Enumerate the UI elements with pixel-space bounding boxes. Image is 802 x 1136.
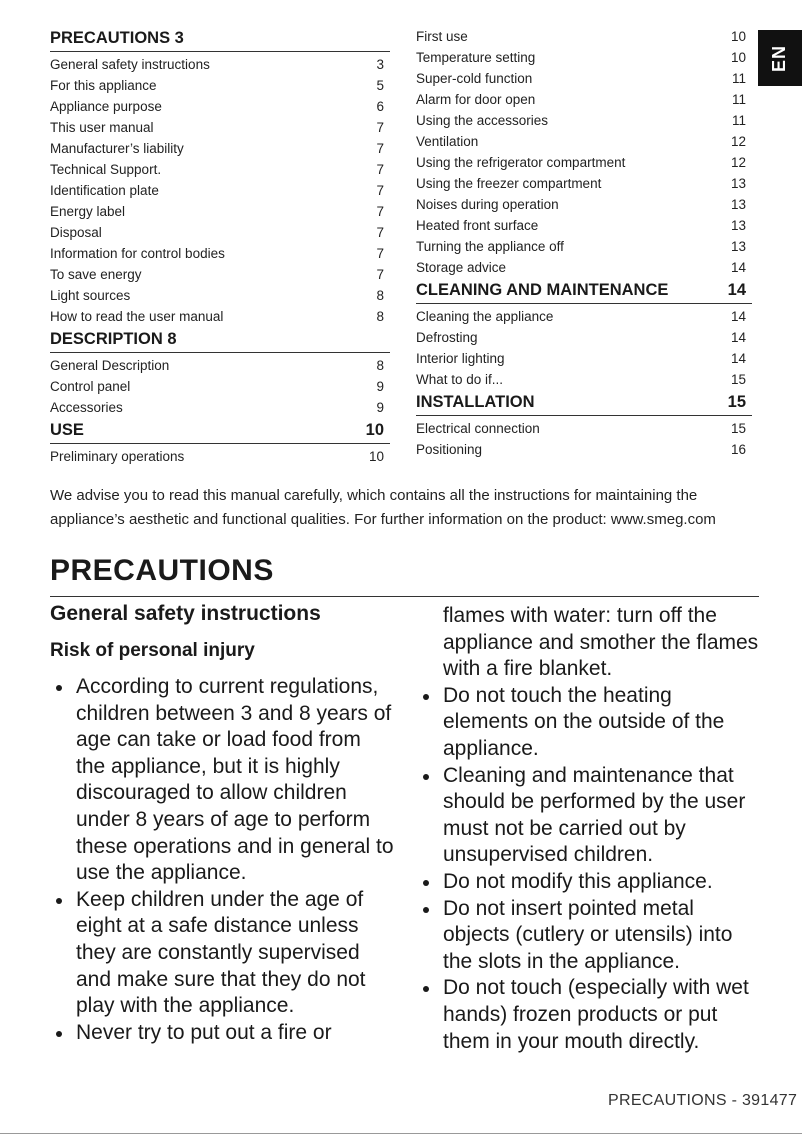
- toc-entry[interactable]: [416, 89, 752, 110]
- toc-entry[interactable]: [416, 306, 752, 327]
- toc-entry-label: Alarm for door open: [416, 92, 536, 107]
- toc-entry[interactable]: [50, 54, 390, 75]
- toc-entry[interactable]: [416, 173, 752, 194]
- toc-entry[interactable]: [416, 215, 752, 236]
- toc-entry[interactable]: [50, 180, 390, 201]
- toc-page-number: 14: [730, 330, 746, 345]
- toc-page-number: 13: [730, 176, 746, 191]
- toc-entry-label: Positioning: [416, 442, 483, 457]
- toc-page-number: 7: [376, 204, 384, 219]
- toc-page-number: 10: [730, 29, 746, 44]
- toc-entry[interactable]: [50, 243, 390, 264]
- toc-entry[interactable]: [50, 376, 390, 397]
- toc-left-column: [50, 26, 390, 467]
- toc-page-number: 7: [376, 225, 384, 240]
- toc-page-number: 7: [376, 267, 384, 282]
- toc-entry-label: Control panel: [50, 379, 131, 394]
- toc-page-number: 12: [730, 155, 746, 170]
- toc-entry-label: This user manual: [50, 120, 154, 135]
- left-bullet-list: [50, 674, 395, 1046]
- toc-entry[interactable]: [50, 201, 390, 222]
- toc-page-number: 13: [730, 197, 746, 212]
- toc-entry[interactable]: [50, 264, 390, 285]
- toc-entry[interactable]: [416, 418, 752, 439]
- continued-text: flames with water: turn off the appliance and smother the flames with a fire blanket.: [443, 604, 759, 681]
- toc-entry-label: Accessories: [50, 400, 123, 415]
- toc-entry-label: Light sources: [50, 288, 131, 303]
- toc-entry[interactable]: [50, 75, 390, 96]
- toc-right-column: [416, 26, 752, 460]
- toc-page-number: 14: [730, 309, 746, 324]
- toc-page-number: 5: [376, 78, 384, 93]
- toc-entry[interactable]: [50, 397, 390, 418]
- toc-page-number: 15: [727, 393, 746, 411]
- page-footer: PRECAUTIONS - 391477: [608, 1092, 798, 1109]
- toc-page-number: 9: [376, 400, 384, 415]
- toc-page-number: 8: [376, 358, 384, 373]
- toc-page-number: 11: [731, 113, 746, 128]
- safety-bullet: Do not modify this appliance.: [417, 869, 762, 896]
- toc-entry[interactable]: [416, 257, 752, 278]
- toc-entry-label: Using the freezer compartment: [416, 176, 602, 191]
- toc-entry[interactable]: [416, 439, 752, 460]
- toc-section-heading[interactable]: [50, 327, 390, 353]
- toc-entry[interactable]: [416, 26, 752, 47]
- toc-page-number: 8: [376, 288, 384, 303]
- subsubheading: Risk of personal injury: [50, 640, 255, 661]
- toc-page-number: 10: [368, 449, 384, 464]
- safety-bullet: According to current regulations, children between 3 and 8 years of age can take or load food from the appliance, but it is highly discouraged to allow children under 8 years of age to perform these operations and in general to use the appliance.: [50, 674, 395, 887]
- toc-entry-label: Manufacturer’s liability: [50, 141, 184, 156]
- toc-entry[interactable]: [416, 348, 752, 369]
- toc-entry-label: Preliminary operations: [50, 449, 185, 464]
- toc-entry-label: USE: [50, 421, 84, 439]
- safety-bullet: Never try to put out a fire or: [50, 1020, 395, 1047]
- toc-entry-label: Temperature setting: [416, 50, 536, 65]
- toc-entry[interactable]: [50, 117, 390, 138]
- safety-bullet: Keep children under the age of eight at a safe distance unless they are constantly supervised and make sure that they do not play with the appliance.: [50, 887, 395, 1020]
- toc-page-number: 10: [730, 50, 746, 65]
- toc-page-number: 10: [365, 421, 384, 439]
- right-column: [417, 603, 762, 1055]
- toc-entry-label: INSTALLATION: [416, 393, 535, 411]
- language-tab-label: EN: [769, 44, 790, 72]
- toc-page-number: 7: [376, 162, 384, 177]
- toc-page-number: 3: [376, 57, 384, 72]
- toc-entry-label: Defrosting: [416, 330, 478, 345]
- subheading: General safety instructions: [50, 602, 321, 625]
- toc-entry[interactable]: [416, 194, 752, 215]
- safety-bullet: Do not touch the heating elements on the outside of the appliance.: [417, 683, 762, 763]
- toc-section-heading[interactable]: [416, 278, 752, 304]
- toc-entry[interactable]: [416, 236, 752, 257]
- toc-page-number: 12: [730, 134, 746, 149]
- right-bullet-list: [417, 683, 762, 1055]
- toc-entry-label: Identification plate: [50, 183, 159, 198]
- advice-paragraph: We advise you to read this manual carefully, which contains all the instructions for maintaining the appliance’s aesthetic and functional qualities. For further information on the product: www.smeg.com: [50, 487, 716, 528]
- toc-entry-label: What to do if...: [416, 372, 504, 387]
- toc-entry-label: General Description: [50, 358, 170, 373]
- toc-page-number: 14: [727, 281, 746, 299]
- toc-entry[interactable]: [50, 446, 390, 467]
- toc-entry-label: To save energy: [50, 267, 142, 282]
- toc-entry[interactable]: [416, 110, 752, 131]
- toc-page-number: 6: [376, 99, 384, 114]
- toc-page-number: 7: [376, 183, 384, 198]
- toc-page-number: 13: [730, 239, 746, 254]
- toc-entry-label: Energy label: [50, 204, 126, 219]
- toc-entry-label: Technical Support.: [50, 162, 162, 177]
- toc-entry-label: How to read the user manual: [50, 309, 224, 324]
- bottom-divider: [0, 1133, 802, 1134]
- toc-entry[interactable]: [50, 355, 390, 376]
- safety-bullet: Do not touch (especially with wet hands) frozen products or put them in your mouth directly.: [417, 975, 762, 1055]
- toc-entry[interactable]: [50, 285, 390, 306]
- toc-section-heading[interactable]: [50, 418, 390, 444]
- toc-entry[interactable]: [416, 369, 752, 390]
- toc-page-number: 16: [730, 442, 746, 457]
- language-tab[interactable]: [758, 30, 802, 86]
- toc-entry-label: Turning the appliance off: [416, 239, 564, 254]
- toc-entry[interactable]: [416, 152, 752, 173]
- toc-entry-label: Cleaning the appliance: [416, 309, 554, 324]
- toc-section-heading[interactable]: [416, 390, 752, 416]
- toc-entry-label: Interior lighting: [416, 351, 505, 366]
- toc-page-number: 15: [730, 372, 746, 387]
- toc-entry[interactable]: [50, 306, 390, 327]
- toc-section-heading[interactable]: [50, 26, 390, 52]
- toc-page-number: 7: [376, 246, 384, 261]
- toc-page-number: 14: [730, 351, 746, 366]
- toc-entry-label: Super-cold function: [416, 71, 533, 86]
- toc-entry-label: Using the refrigerator compartment: [416, 155, 626, 170]
- toc-page-number: 7: [376, 120, 384, 135]
- section-divider: [50, 596, 759, 597]
- toc-entry[interactable]: [50, 96, 390, 117]
- toc-page-number: 8: [376, 309, 384, 324]
- toc-entry-label: Electrical connection: [416, 421, 540, 436]
- toc-entry-label: Disposal: [50, 225, 102, 240]
- toc-page-number: 11: [731, 71, 746, 86]
- toc-entry-label: General safety instructions: [50, 57, 210, 72]
- toc-entry-label: Using the accessories: [416, 113, 549, 128]
- toc-entry-label: PRECAUTIONS 3: [50, 29, 184, 47]
- toc-entry[interactable]: [50, 222, 390, 243]
- toc-page-number: 11: [731, 92, 746, 107]
- toc-entry[interactable]: [50, 159, 390, 180]
- toc-entry[interactable]: [50, 138, 390, 159]
- toc-page-number: 7: [376, 141, 384, 156]
- toc-entry-label: CLEANING AND MAINTENANCE: [416, 281, 669, 299]
- toc-entry-label: Heated front surface: [416, 218, 539, 233]
- toc-page-number: 14: [730, 260, 746, 275]
- toc-page-number: 15: [730, 421, 746, 436]
- toc-page-number: 9: [376, 379, 384, 394]
- toc-entry-label: Storage advice: [416, 260, 507, 275]
- toc-entry-label: Noises during operation: [416, 197, 559, 212]
- toc-entry-label: First use: [416, 29, 468, 44]
- toc-entry[interactable]: [416, 327, 752, 348]
- toc-entry-label: DESCRIPTION 8: [50, 330, 177, 348]
- safety-bullet: Do not insert pointed metal objects (cutlery or utensils) into the slots in the appliance.: [417, 896, 762, 976]
- toc-entry-label: Appliance purpose: [50, 99, 162, 114]
- toc-entry-label: For this appliance: [50, 78, 157, 93]
- toc-entry[interactable]: [416, 47, 752, 68]
- toc-entry-label: Information for control bodies: [50, 246, 225, 261]
- toc-entry[interactable]: [416, 68, 752, 89]
- safety-bullet: Cleaning and maintenance that should be performed by the user must not be carried out by unsupervised children.: [417, 763, 762, 869]
- toc-entry-label: Ventilation: [416, 134, 479, 149]
- toc-entry[interactable]: [416, 131, 752, 152]
- toc-page-number: 13: [730, 218, 746, 233]
- section-title: PRECAUTIONS: [50, 554, 274, 587]
